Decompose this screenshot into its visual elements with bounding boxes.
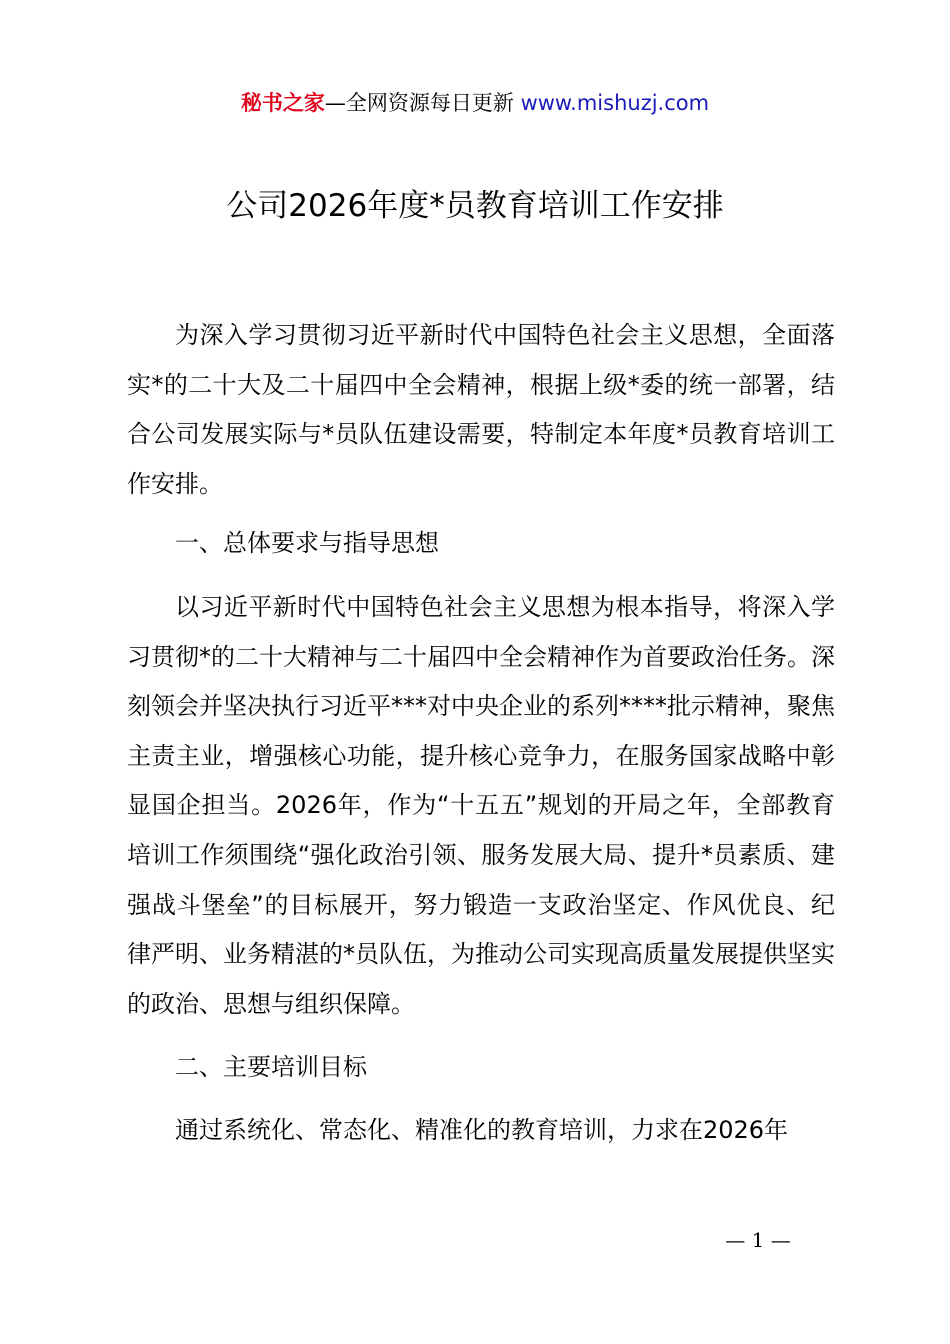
section-heading-2: 二、主要培训目标 xyxy=(175,1053,367,1081)
section-2-paragraph: 通过系统化、常态化、精准化的教育培训，力求在2026年 xyxy=(175,1116,789,1144)
site-brand: 秘书之家 xyxy=(240,91,325,115)
site-url-link[interactable]: www.mishuzj.com xyxy=(520,91,710,115)
document-title: 公司2026年度*员教育培训工作安排 xyxy=(226,188,724,224)
site-tagline: —全网资源每日更新 xyxy=(324,91,521,115)
site-header xyxy=(0,88,950,118)
intro-paragraph: 为深入学习贯彻习近平新时代中国特色社会主义思想，全面落实*的二十大及二十届四中全会精神，根据上级*委的统一部署，结合公司发展实际与*员队伍建设需要，特制定本年度*员教育培训工作安排。 xyxy=(127,321,835,498)
section-heading-1: 一、总体要求与指导思想 xyxy=(175,529,439,557)
page-number: — 1 — xyxy=(725,1228,791,1252)
section-1-paragraph: 以习近平新时代中国特色社会主义思想为根本指导，将深入学习贯彻*的二十大精神与二十届四中全会精神作为首要政治任务。深刻领会并坚决执行习近平***对中央企业的系列****批示精神，聚焦主责主业，增强核心功能，提升核心竞争力，在服务国家战略中彰显国企担当。2026年，作为“十五五”规划的开局之年，全部教育培训工作须围绕“强化政治引领、服务发展大局、提升*员素质、建强战斗堡垒”的目标展开，努力锻造一支政治坚定、作风优良、纪律严明、业务精湛的*员队伍，为推动公司实现高质量发展提供坚实的政治、思想与组织保障。 xyxy=(127,593,835,1018)
